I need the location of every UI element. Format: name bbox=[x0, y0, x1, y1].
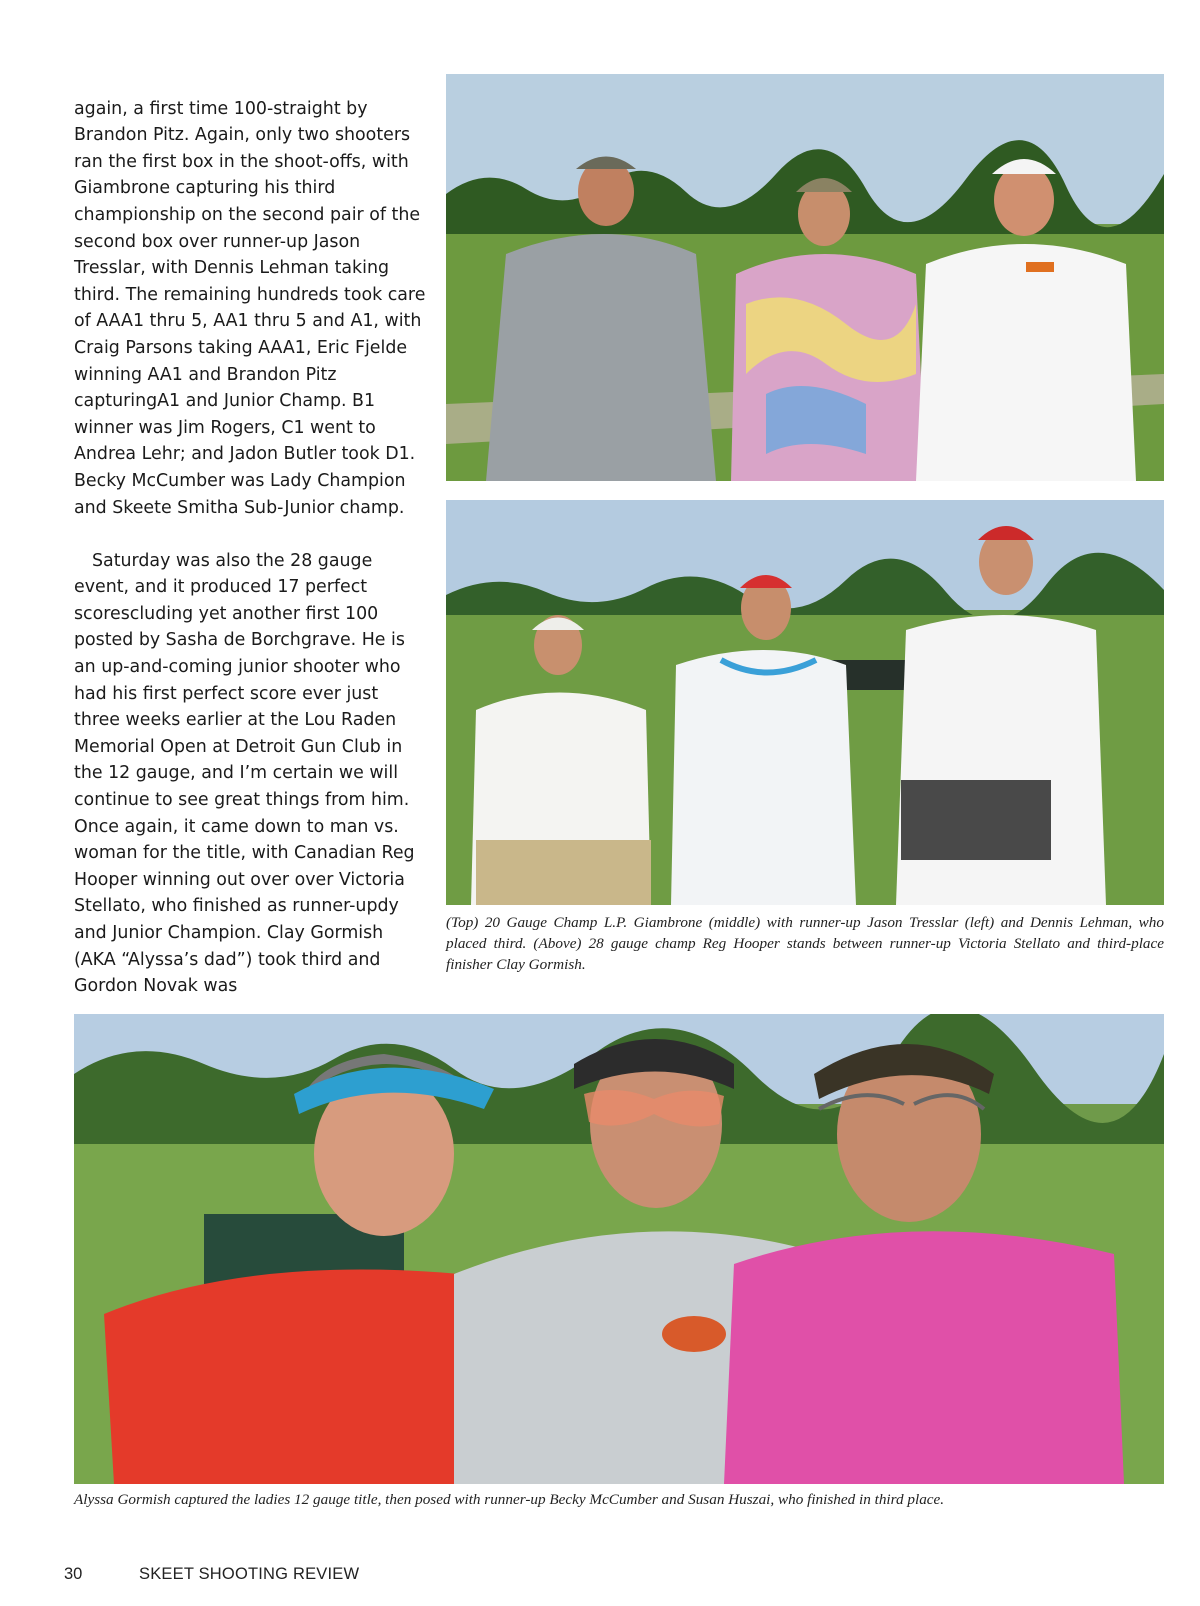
article-paragraph-2: Saturday was also the 28 gauge event, and it produced 17 perfect scorescluding yet another first 100 posted by Sasha de Borchgrave. He is an up-and-coming junior shooter who had his first perfect score ever just three weeks earlier at the Lou Raden Memorial Open at Detroit Gun Club in the 12 gauge, and I’m certain we will continue to see great things from him. Once again, it came down to man vs. woman for the title, with Canadian Reg Hooper winning out over over Victoria Stellato, who finished as runner-updy and Junior Champion. Clay Gormish (AKA “Alyssa’s dad”) took third and Gordon Novak was bbox=[74, 550, 415, 997]
photo-caption-bottom: Alyssa Gormish captured the ladies 12 gauge title, then posed with runner-up Becky McCumber and Susan Huszai, who finished in third place. bbox=[74, 1491, 945, 1508]
article-body-column bbox=[74, 69, 426, 1026]
photo-28-gauge-winners bbox=[446, 500, 1164, 905]
magazine-name: SKEET SHOOTING REVIEW bbox=[139, 1565, 360, 1583]
photo-ladies-12-gauge bbox=[74, 1014, 1164, 1484]
page-number: 30 bbox=[64, 1565, 83, 1583]
photo-20-gauge-winners bbox=[446, 74, 1164, 481]
article-paragraph-1: again, a first time 100-straight by Brandon Pitz. Again, only two shooters ran the first box in the shoot-offs, with Giambrone capturing his third championship on the second pair of the second box over runner-up Jason Tresslar, with Dennis Lehman taking third. The remaining hundreds took care of AAA1 thru 5, AA1 thru 5 and A1, with Craig Parsons taking AAA1, Eric Fjelde winning AA1 and Brandon Pitz capturingA1 and Junior Champ. B1 winner was Jim Rogers, C1 went to Andrea Lehr; and Jadon Butler took D1. Becky McCumber was Lady Champion and Skeete Smitha Sub-Junior champ. bbox=[74, 98, 426, 518]
photo-caption-top: (Top) 20 Gauge Champ L.P. Giambrone (middle) with runner-up Jason Tresslar (left) and Dennis Lehman, who placed third. (Above) 28 gauge champ Reg Hooper stands between runner-up Victoria Stellato and third-place finisher Clay Gormish. bbox=[446, 914, 1164, 973]
